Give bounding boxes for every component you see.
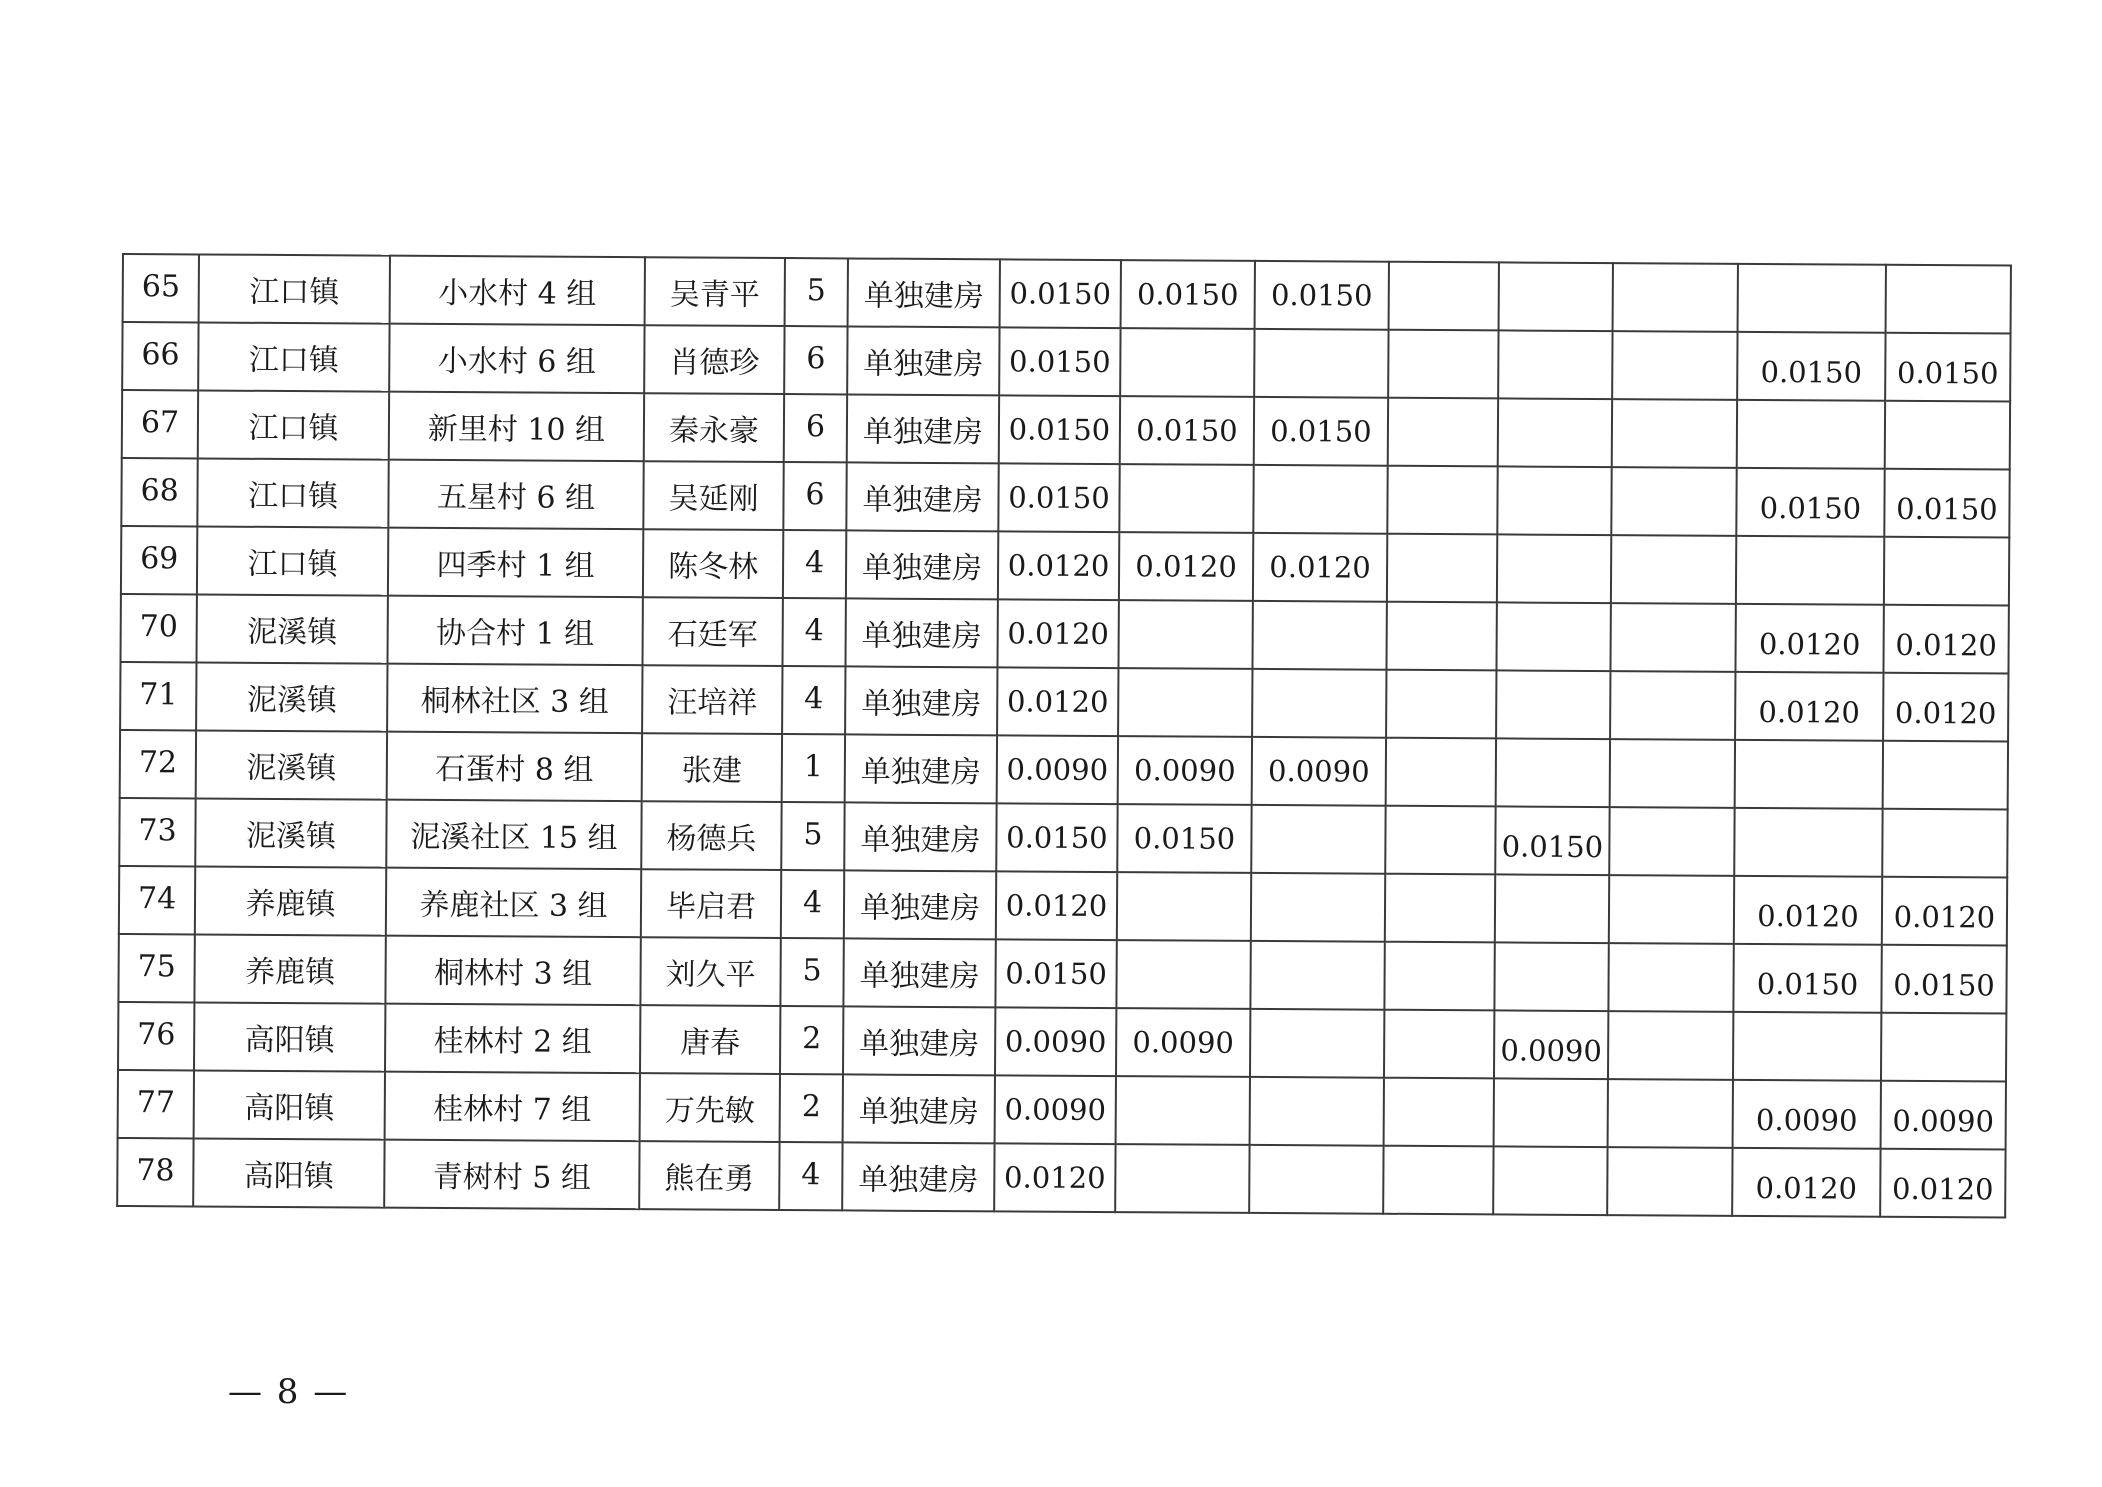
area-value-cell xyxy=(1613,263,1738,332)
build-type-cell: 单独建房 xyxy=(845,666,997,735)
area-value-cell xyxy=(1250,1009,1384,1078)
household-size-cell: 4 xyxy=(782,598,845,666)
area-value-cell xyxy=(1881,1013,2006,1082)
area-value-cell: 0.0120 xyxy=(1734,876,1882,945)
table-row xyxy=(120,662,2008,742)
area-value-cell xyxy=(1115,1144,1249,1213)
build-type-cell: 单独建房 xyxy=(846,462,998,531)
village-group-cell: 桐林村 3 组 xyxy=(385,936,640,1006)
household-size-cell: 4 xyxy=(783,530,846,598)
area-value-cell xyxy=(1250,1077,1384,1146)
town-cell: 泥溪镇 xyxy=(196,662,387,731)
area-value-cell: 0.0150 xyxy=(1495,806,1609,875)
area-value-cell xyxy=(1388,330,1498,399)
table-row xyxy=(121,458,2009,538)
applicant-name-cell: 石廷军 xyxy=(642,597,782,666)
area-value-cell xyxy=(1384,1010,1494,1079)
household-size-cell: 6 xyxy=(784,326,847,394)
build-type-cell: 单独建房 xyxy=(847,394,999,463)
table-row xyxy=(118,934,2006,1014)
area-value-cell: 0.0120 xyxy=(1735,672,1883,741)
row-number: 69 xyxy=(121,526,197,594)
area-value-cell xyxy=(1609,807,1734,876)
area-value-cell xyxy=(1608,1079,1733,1148)
area-value-cell xyxy=(1498,330,1612,399)
village-group-cell: 新里村 10 组 xyxy=(389,392,644,462)
area-value-cell xyxy=(1253,465,1387,534)
village-group-cell: 桂林村 7 组 xyxy=(385,1072,640,1142)
area-value-cell: 0.0090 xyxy=(995,1075,1116,1144)
applicant-name-cell: 汪培祥 xyxy=(642,665,782,734)
area-value-cell xyxy=(1116,1076,1250,1145)
area-value-cell xyxy=(1251,873,1385,942)
table-row xyxy=(118,1070,2006,1150)
village-group-cell: 协合村 1 组 xyxy=(387,596,642,666)
area-value-cell xyxy=(1251,805,1385,874)
homestead-land-table xyxy=(116,253,2012,1219)
area-value-cell xyxy=(1495,874,1609,943)
area-value-cell: 0.0090 xyxy=(1733,1080,1881,1149)
area-value-cell xyxy=(1610,739,1735,808)
area-value-cell xyxy=(1119,464,1253,533)
area-value-cell xyxy=(1385,806,1495,875)
town-cell: 高阳镇 xyxy=(194,1070,385,1139)
town-cell: 江口镇 xyxy=(198,322,389,391)
area-value-cell: 0.0150 xyxy=(1885,333,2010,402)
area-value-cell xyxy=(1736,536,1884,605)
area-value-cell xyxy=(1383,1146,1493,1215)
household-size-cell: 4 xyxy=(781,870,844,938)
table-row xyxy=(121,526,2009,606)
area-value-cell: 0.0150 xyxy=(1737,332,1885,401)
build-type-cell: 单独建房 xyxy=(845,734,997,803)
table-row xyxy=(119,798,2007,878)
area-value-cell: 0.0090 xyxy=(997,735,1118,804)
build-type-cell: 单独建房 xyxy=(844,802,996,871)
area-value-cell: 0.0150 xyxy=(1255,261,1389,330)
town-cell: 养鹿镇 xyxy=(195,866,386,935)
applicant-name-cell: 陈冬林 xyxy=(643,529,783,598)
row-number: 77 xyxy=(118,1070,194,1138)
town-cell: 泥溪镇 xyxy=(196,730,387,799)
town-cell: 江口镇 xyxy=(198,390,389,459)
applicant-name-cell: 杨德兵 xyxy=(641,801,781,870)
area-value-cell: 0.0150 xyxy=(996,803,1117,872)
area-value-cell: 0.0120 xyxy=(1882,877,2007,946)
area-value-cell xyxy=(1384,942,1494,1011)
area-value-cell: 0.0150 xyxy=(999,395,1120,464)
household-size-cell: 1 xyxy=(782,734,845,802)
area-value-cell xyxy=(1610,671,1735,740)
area-value-cell xyxy=(1608,943,1733,1012)
build-type-cell: 单独建房 xyxy=(845,598,997,667)
area-value-cell xyxy=(1389,262,1499,331)
area-value-cell: 0.0090 xyxy=(1116,1008,1250,1077)
area-value-cell xyxy=(1496,602,1610,671)
area-value-cell xyxy=(1387,534,1497,603)
village-group-cell: 青树村 5 组 xyxy=(384,1140,639,1210)
area-value-cell: 0.0120 xyxy=(1883,673,2008,742)
build-type-cell: 单独建房 xyxy=(847,326,999,395)
row-number: 66 xyxy=(122,322,198,390)
area-value-cell xyxy=(1497,534,1611,603)
area-value-cell: 0.0150 xyxy=(1733,944,1881,1013)
area-value-cell xyxy=(1497,466,1611,535)
area-value-cell: 0.0120 xyxy=(996,871,1117,940)
village-group-cell: 五星村 6 组 xyxy=(388,460,643,530)
area-value-cell: 0.0150 xyxy=(1884,469,2009,538)
area-value-cell xyxy=(1610,603,1735,672)
area-value-cell: 0.0150 xyxy=(1000,259,1121,328)
area-value-cell xyxy=(1738,264,1886,333)
area-value-cell: 0.0090 xyxy=(1252,737,1386,806)
area-value-cell: 0.0120 xyxy=(998,531,1119,600)
area-value-cell: 0.0150 xyxy=(1881,945,2006,1014)
area-value-cell xyxy=(1737,400,1885,469)
household-size-cell: 6 xyxy=(784,394,847,462)
applicant-name-cell: 唐春 xyxy=(640,1005,780,1074)
row-number: 70 xyxy=(121,594,197,662)
area-value-cell xyxy=(1384,1078,1494,1147)
row-number: 73 xyxy=(119,798,195,866)
area-value-cell xyxy=(1607,1147,1732,1216)
area-value-cell xyxy=(1885,401,2010,470)
applicant-name-cell: 刘久平 xyxy=(640,937,780,1006)
row-number: 67 xyxy=(122,390,198,458)
household-size-cell: 4 xyxy=(779,1142,842,1210)
area-value-cell xyxy=(1250,941,1384,1010)
household-size-cell: 5 xyxy=(781,802,844,870)
area-value-cell xyxy=(1118,600,1252,669)
area-value-cell xyxy=(1249,1145,1383,1214)
row-number: 74 xyxy=(119,866,195,934)
area-value-cell: 0.0120 xyxy=(1883,605,2008,674)
area-value-cell xyxy=(1498,398,1612,467)
town-cell: 江口镇 xyxy=(197,526,388,595)
area-value-cell xyxy=(1388,398,1498,467)
build-type-cell: 单独建房 xyxy=(843,1074,995,1143)
village-group-cell: 泥溪社区 15 组 xyxy=(386,800,641,870)
area-value-cell xyxy=(1254,329,1388,398)
area-value-cell xyxy=(1116,940,1250,1009)
build-type-cell: 单独建房 xyxy=(843,1006,995,1075)
area-value-cell xyxy=(1608,1011,1733,1080)
area-value-cell xyxy=(1494,942,1608,1011)
area-value-cell: 0.0090 xyxy=(1881,1081,2006,1150)
household-size-cell: 5 xyxy=(780,938,843,1006)
table-row xyxy=(118,1002,2006,1082)
table-body xyxy=(117,254,2011,1218)
household-size-cell: 5 xyxy=(785,258,848,326)
table-row xyxy=(120,730,2008,810)
area-value-cell xyxy=(1386,602,1496,671)
build-type-cell: 单独建房 xyxy=(842,1142,994,1211)
page-number: — 8 — xyxy=(228,1372,350,1412)
build-type-cell: 单独建房 xyxy=(846,530,998,599)
area-value-cell xyxy=(1494,1078,1608,1147)
area-value-cell xyxy=(1734,808,1882,877)
area-value-cell xyxy=(1387,466,1497,535)
area-value-cell: 0.0120 xyxy=(997,667,1118,736)
area-value-cell: 0.0120 xyxy=(997,599,1118,668)
area-value-cell: 0.0150 xyxy=(1120,396,1254,465)
area-value-cell xyxy=(1735,740,1883,809)
table-row xyxy=(122,390,2010,470)
table-row xyxy=(121,594,2009,674)
area-value-cell xyxy=(1882,809,2007,878)
area-value-cell xyxy=(1493,1146,1607,1215)
area-value-cell xyxy=(1611,535,1736,604)
village-group-cell: 四季村 1 组 xyxy=(388,528,643,598)
area-value-cell xyxy=(1611,467,1736,536)
area-value-cell xyxy=(1886,265,2011,334)
household-size-cell: 6 xyxy=(783,462,846,530)
row-number: 78 xyxy=(117,1138,193,1206)
area-value-cell: 0.0090 xyxy=(1118,736,1252,805)
area-value-cell: 0.0120 xyxy=(1880,1149,2005,1218)
area-value-cell: 0.0150 xyxy=(1736,468,1884,537)
row-number: 65 xyxy=(123,254,199,322)
applicant-name-cell: 吴青平 xyxy=(645,257,785,326)
town-cell: 高阳镇 xyxy=(193,1138,384,1207)
household-size-cell: 2 xyxy=(780,1006,843,1074)
area-value-cell xyxy=(1884,537,2009,606)
area-value-cell xyxy=(1117,872,1251,941)
area-value-cell: 0.0150 xyxy=(1117,804,1251,873)
town-cell: 江口镇 xyxy=(199,254,390,323)
row-number: 75 xyxy=(118,934,194,1002)
build-type-cell: 单独建房 xyxy=(848,258,1000,327)
table-row xyxy=(117,1138,2005,1218)
village-group-cell: 桐林社区 3 组 xyxy=(387,664,642,734)
village-group-cell: 小水村 4 组 xyxy=(390,256,645,326)
row-number: 71 xyxy=(120,662,196,730)
applicant-name-cell: 万先敏 xyxy=(640,1073,780,1142)
area-value-cell: 0.0120 xyxy=(994,1143,1115,1212)
area-value-cell: 0.0120 xyxy=(1119,532,1253,601)
area-value-cell xyxy=(1609,875,1734,944)
area-value-cell xyxy=(1120,328,1254,397)
table-row xyxy=(123,254,2011,334)
area-value-cell: 0.0150 xyxy=(995,939,1116,1008)
applicant-name-cell: 熊在勇 xyxy=(639,1141,779,1210)
village-group-cell: 桂林村 2 组 xyxy=(385,1004,640,1074)
area-value-cell xyxy=(1883,741,2008,810)
build-type-cell: 单独建房 xyxy=(844,870,996,939)
area-value-cell: 0.0150 xyxy=(999,327,1120,396)
area-value-cell: 0.0120 xyxy=(1732,1148,1880,1217)
area-value-cell xyxy=(1612,399,1737,468)
area-value-cell xyxy=(1252,601,1386,670)
village-group-cell: 石蛋村 8 组 xyxy=(387,732,642,802)
household-size-cell: 4 xyxy=(782,666,845,734)
village-group-cell: 养鹿社区 3 组 xyxy=(386,868,641,938)
area-value-cell xyxy=(1252,669,1386,738)
household-size-cell: 2 xyxy=(780,1074,843,1142)
applicant-name-cell: 张建 xyxy=(642,733,782,802)
applicant-name-cell: 吴延刚 xyxy=(643,461,783,530)
area-value-cell xyxy=(1118,668,1252,737)
build-type-cell: 单独建房 xyxy=(843,938,995,1007)
area-value-cell: 0.0150 xyxy=(1254,397,1388,466)
area-value-cell: 0.0090 xyxy=(995,1007,1116,1076)
town-cell: 江口镇 xyxy=(197,458,388,527)
area-value-cell xyxy=(1499,262,1613,331)
area-value-cell: 0.0150 xyxy=(998,463,1119,532)
applicant-name-cell: 秦永豪 xyxy=(644,393,784,462)
town-cell: 泥溪镇 xyxy=(197,594,388,663)
town-cell: 泥溪镇 xyxy=(195,798,386,867)
village-group-cell: 小水村 6 组 xyxy=(389,324,644,394)
applicant-name-cell: 毕启君 xyxy=(641,869,781,938)
area-value-cell: 0.0150 xyxy=(1121,260,1255,329)
table-row xyxy=(119,866,2007,946)
town-cell: 高阳镇 xyxy=(194,1002,385,1071)
applicant-name-cell: 肖德珍 xyxy=(644,325,784,394)
area-value-cell xyxy=(1733,1012,1881,1081)
area-value-cell: 0.0120 xyxy=(1253,533,1387,602)
area-value-cell: 0.0090 xyxy=(1494,1010,1608,1079)
row-number: 68 xyxy=(121,458,197,526)
area-value-cell: 0.0120 xyxy=(1735,604,1883,673)
area-value-cell xyxy=(1612,331,1737,400)
area-value-cell xyxy=(1386,670,1496,739)
area-value-cell xyxy=(1496,670,1610,739)
area-value-cell xyxy=(1386,738,1496,807)
area-value-cell xyxy=(1496,738,1610,807)
area-value-cell xyxy=(1385,874,1495,943)
table-row xyxy=(122,322,2010,402)
row-number: 72 xyxy=(120,730,196,798)
town-cell: 养鹿镇 xyxy=(194,934,385,1003)
row-number: 76 xyxy=(118,1002,194,1070)
